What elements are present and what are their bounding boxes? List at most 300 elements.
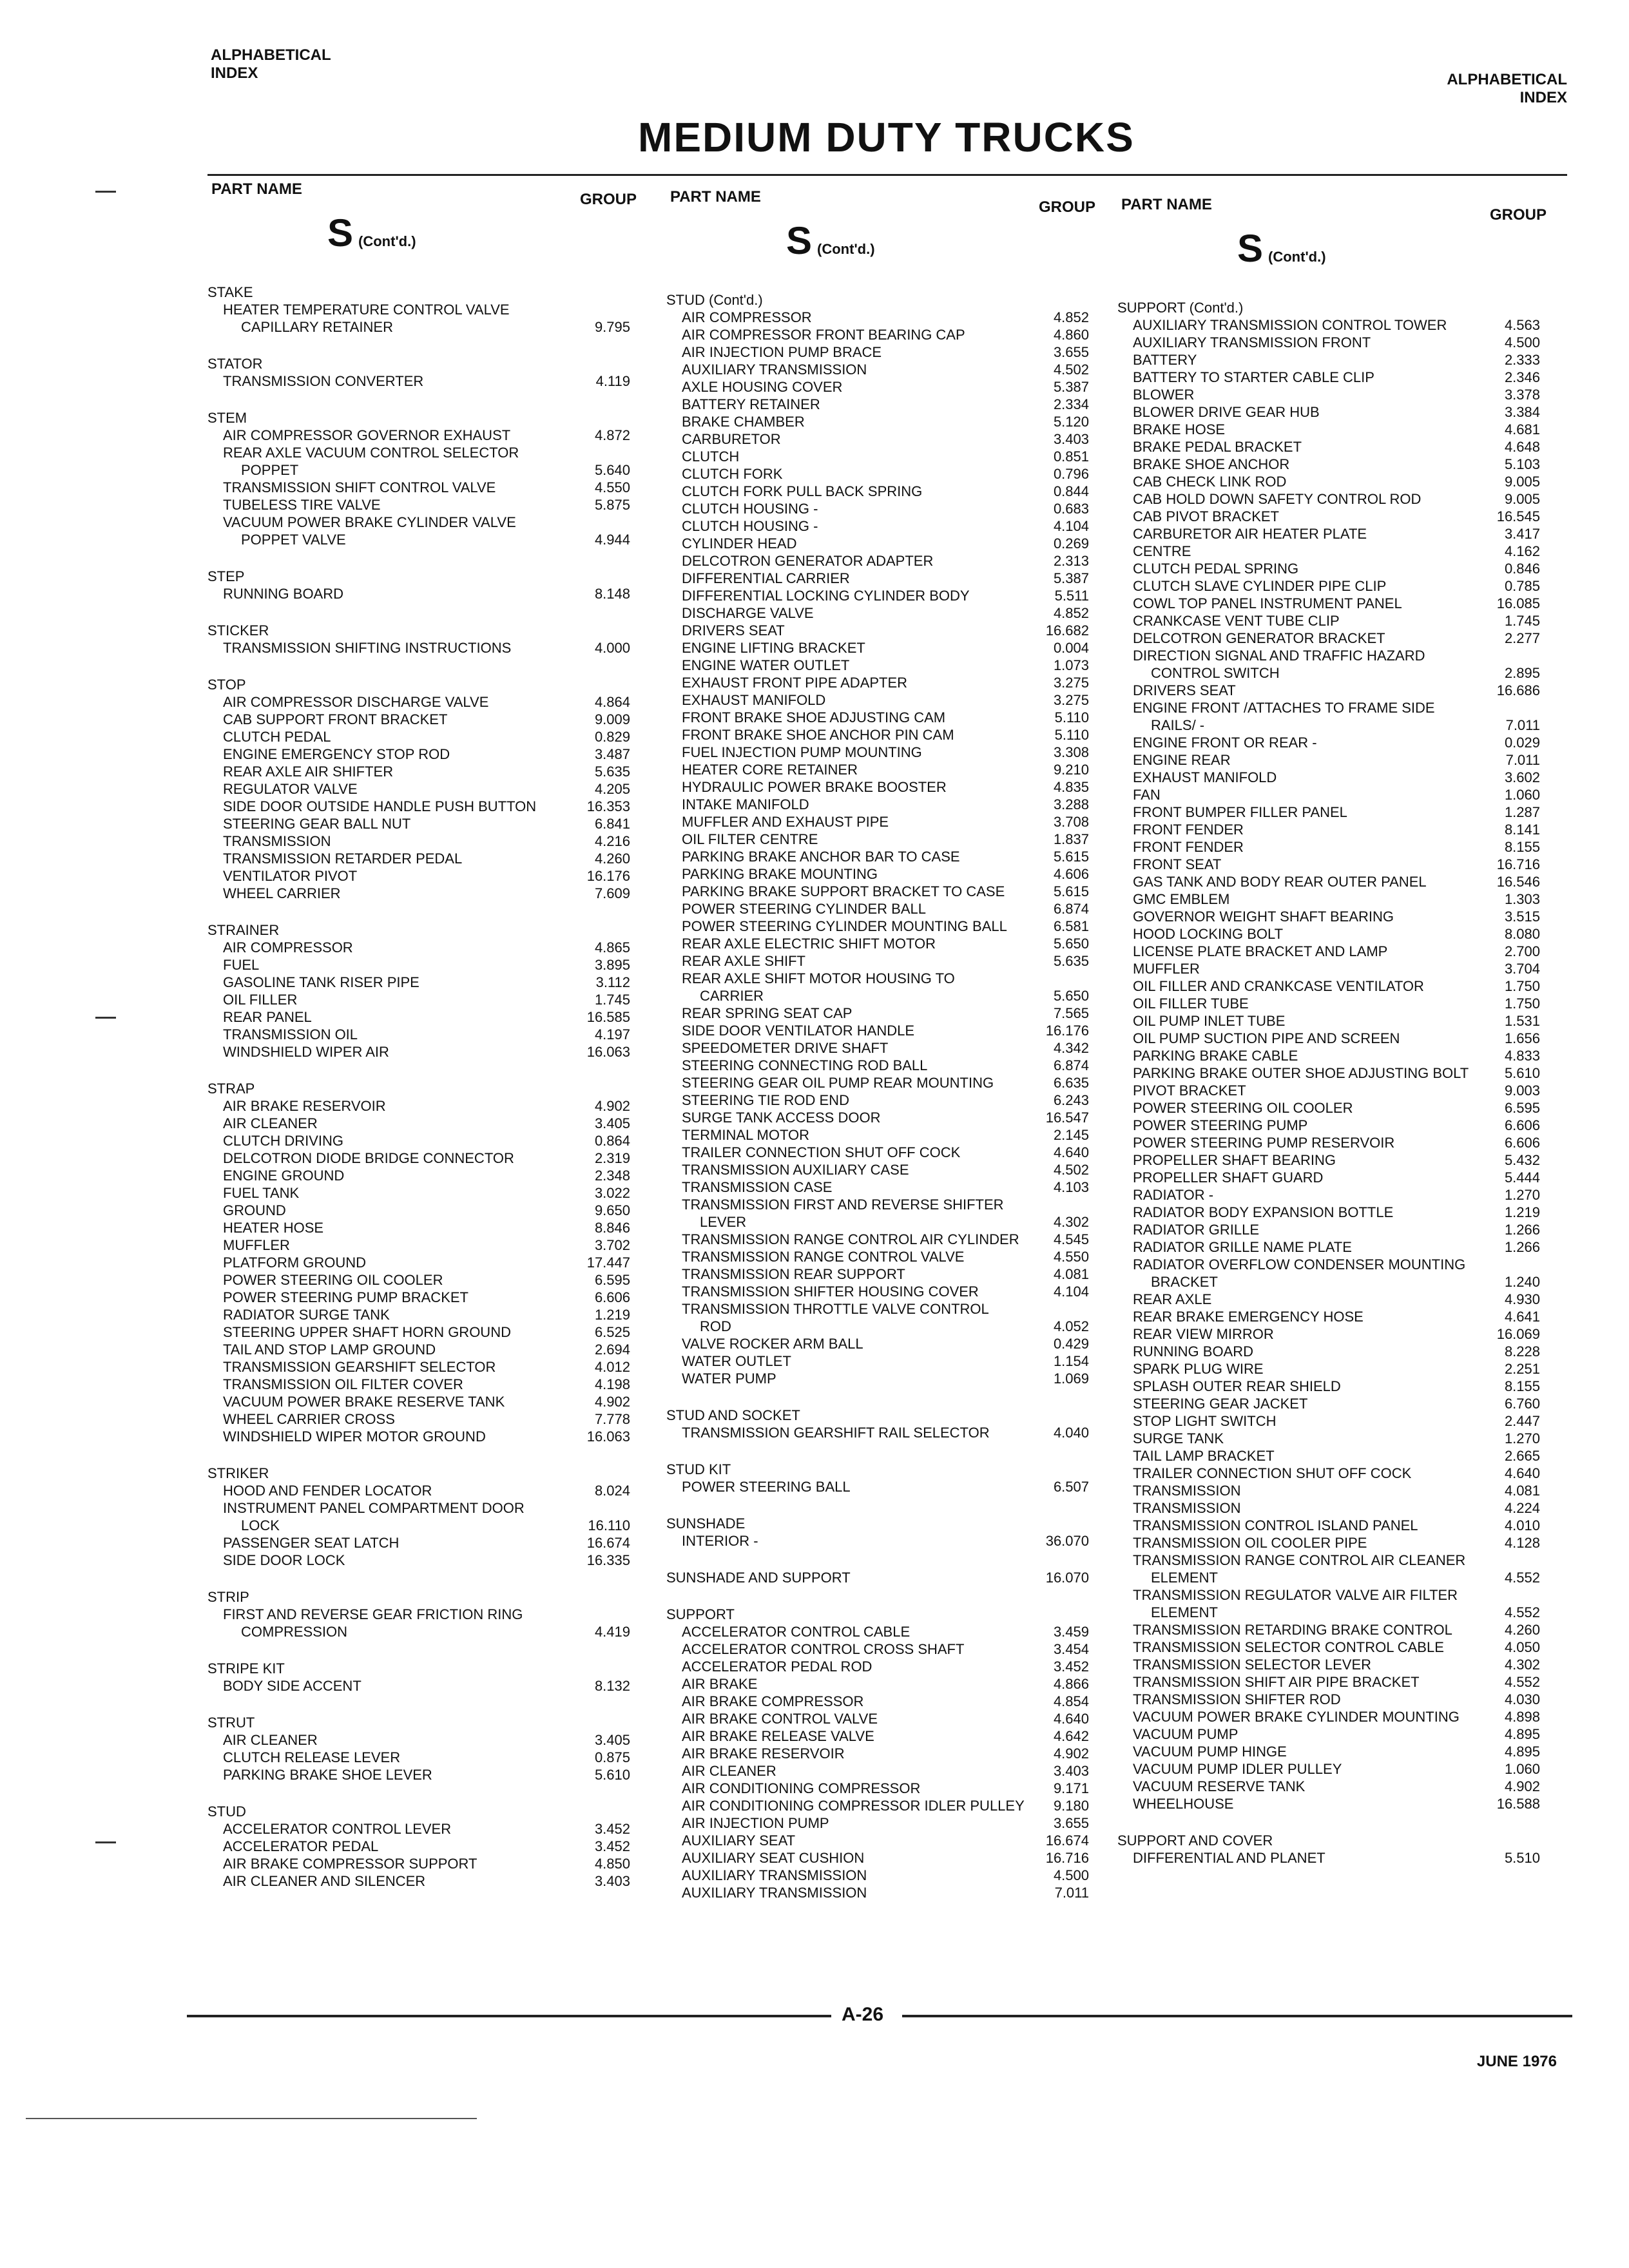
group-number: 6.595 (594, 1272, 630, 1288)
index-entry (1102, 1325, 1547, 1343)
group-number: 4.030 (1504, 1691, 1540, 1707)
part-name: STRIKER (207, 1465, 269, 1481)
index-entry (1102, 925, 1547, 943)
part-name: TRANSMISSION RANGE CONTROL AIR CYLINDER (682, 1231, 1019, 1247)
group-number: 4.563 (1504, 317, 1540, 333)
group-number: 16.353 (586, 798, 630, 814)
part-name: PLATFORM GROUND (223, 1254, 367, 1271)
part-name: POWER STEERING OIL COOLER (223, 1272, 443, 1288)
part-name: AIR BRAKE RESERVOIR (682, 1745, 845, 1762)
part-name: AIR COMPRESSOR DISCHARGE VALVE (223, 694, 489, 710)
index-entry (1102, 1517, 1547, 1534)
index-column-3 (1102, 196, 1547, 1886)
part-name: FUEL TANK (223, 1185, 300, 1201)
index-heading (651, 1407, 1095, 1424)
part-name: BRAKE CHAMBER (682, 414, 805, 430)
part-name: BRAKE SHOE ANCHOR (1133, 456, 1290, 472)
part-name: STATOR (207, 356, 263, 372)
section-contd: (Cont'd.) (358, 233, 416, 249)
index-heading (192, 409, 637, 427)
index-entry (1102, 1343, 1547, 1360)
group-number: 8.141 (1504, 822, 1540, 838)
part-name: REAR AXLE SHIFT MOTOR HOUSING TO (682, 970, 955, 986)
index-entry (1102, 786, 1547, 803)
group-number: 3.022 (594, 1185, 630, 1201)
part-name: MUFFLER (1133, 961, 1200, 977)
group-number: 1.154 (1053, 1353, 1089, 1369)
group-number: 3.895 (594, 957, 630, 973)
index-group (192, 568, 637, 602)
index-entry (192, 956, 637, 974)
index-entry (651, 587, 1095, 604)
index-heading (192, 1080, 637, 1097)
index-entry (192, 479, 637, 496)
index-entry (651, 1231, 1095, 1248)
group-header: GROUP (579, 191, 637, 208)
part-name: FRONT FENDER (1133, 839, 1244, 855)
index-entry (192, 1289, 637, 1306)
group-number: 2.348 (594, 1168, 630, 1184)
index-entry (192, 301, 637, 318)
index-entry (192, 1606, 637, 1623)
index-entry (1102, 1447, 1547, 1465)
group-number: 8.155 (1504, 839, 1540, 855)
index-entry (651, 1849, 1095, 1867)
index-entry (192, 1341, 637, 1358)
group-number: 2.346 (1504, 369, 1540, 385)
group-number: 4.550 (594, 479, 630, 495)
part-name: BRACKET (1151, 1274, 1218, 1290)
part-name: SURGE TANK (1133, 1430, 1224, 1446)
group-number: 16.682 (1045, 622, 1089, 639)
index-entry (1102, 1708, 1547, 1725)
part-name: WHEEL CARRIER (223, 885, 341, 901)
group-number: 16.585 (586, 1009, 630, 1025)
index-entry (1102, 1465, 1547, 1482)
index-entry (1102, 1430, 1547, 1447)
group-header: GROUP (1489, 206, 1547, 224)
group-number: 5.110 (1054, 709, 1089, 726)
part-name: REAR AXLE VACUUM CONTROL SELECTOR (223, 445, 519, 461)
part-name: CAPILLARY RETAINER (241, 319, 393, 335)
index-group (192, 1080, 637, 1445)
group-number: 5.511 (1054, 588, 1089, 604)
index-entry (651, 1640, 1095, 1658)
group-number: 4.944 (594, 532, 630, 548)
part-name: GROUND (223, 1202, 286, 1218)
group-number: 4.898 (1504, 1709, 1540, 1725)
group-number: 3.708 (1053, 814, 1089, 830)
index-heading (651, 1569, 1095, 1586)
group-number: 3.378 (1504, 387, 1540, 403)
index-entry (192, 1428, 637, 1445)
part-name: AIR CLEANER (223, 1115, 318, 1131)
part-name: TRANSMISSION SELECTOR CONTROL CABLE (1133, 1639, 1444, 1655)
index-entry (192, 711, 637, 728)
footer-date: JUNE 1976 (1476, 2053, 1557, 2070)
part-name: TERMINAL MOTOR (682, 1127, 810, 1143)
index-entry (651, 465, 1095, 483)
group-number: 1.750 (1504, 995, 1540, 1012)
group-number: 6.243 (1053, 1092, 1089, 1108)
index-entry (192, 1482, 637, 1499)
group-number: 8.846 (594, 1220, 630, 1236)
header-left-line2: INDEX (211, 64, 258, 82)
part-name: GAS TANK AND BODY REAR OUTER PANEL (1133, 874, 1427, 890)
index-entry (192, 1306, 637, 1323)
group-number: 16.674 (586, 1535, 630, 1551)
part-name: BLOWER DRIVE GEAR HUB (1133, 404, 1320, 420)
index-entry (1102, 1743, 1547, 1760)
index-entry (1102, 1360, 1547, 1378)
part-name: PARKING BRAKE ANCHOR BAR TO CASE (682, 849, 960, 865)
index-entry (651, 622, 1095, 639)
group-number: 6.525 (594, 1324, 630, 1340)
index-entry (1102, 1238, 1547, 1256)
index-entry (1102, 1221, 1547, 1238)
index-entry (1102, 1552, 1547, 1569)
index-entry (651, 326, 1095, 343)
index-entry (651, 1884, 1095, 1901)
part-name: INTAKE MANIFOLD (682, 796, 809, 812)
index-entry (1102, 1134, 1547, 1151)
part-name: TRANSMISSION (223, 833, 331, 849)
group-number: 16.176 (1045, 1023, 1089, 1039)
part-name: ACCELERATOR CONTROL CROSS SHAFT (682, 1641, 965, 1657)
part-name: AUXILIARY TRANSMISSION (682, 1867, 867, 1883)
group-number: 4.040 (1053, 1425, 1089, 1441)
part-name: AIR INJECTION PUMP BRACE (682, 344, 882, 360)
group-number: 4.902 (1504, 1778, 1540, 1794)
index-entry (651, 1057, 1095, 1074)
part-name: SIDE DOOR VENTILATOR HANDLE (682, 1023, 915, 1039)
part-name: BATTERY RETAINER (682, 396, 820, 412)
index-heading (192, 1465, 637, 1482)
index-entry (1102, 856, 1547, 873)
index-entry (1102, 647, 1547, 664)
index-entry (1102, 1117, 1547, 1134)
group-number: 6.635 (1053, 1075, 1089, 1091)
group-number: 3.655 (1053, 1815, 1089, 1831)
part-name: FRONT BRAKE SHOE ADJUSTING CAM (682, 709, 946, 726)
group-number: 4.104 (1053, 518, 1089, 534)
index-entry (1102, 1256, 1547, 1273)
group-number: 16.716 (1496, 856, 1540, 872)
part-name: SUNSHADE AND SUPPORT (666, 1570, 851, 1586)
index-heading (1102, 1832, 1547, 1849)
part-name: CLUTCH HOUSING - (682, 518, 818, 534)
index-heading (192, 622, 637, 639)
header-right-line2: INDEX (1519, 89, 1567, 106)
index-entry (192, 1358, 637, 1376)
index-entry (192, 885, 637, 902)
part-name: TRANSMISSION RANGE CONTROL AIR CLEANER (1133, 1552, 1466, 1568)
part-name: AUXILIARY TRANSMISSION (682, 1885, 867, 1901)
part-name: WHEEL CARRIER CROSS (223, 1411, 395, 1427)
part-name: ENGINE WATER OUTLET (682, 657, 850, 673)
index-entry (651, 1797, 1095, 1814)
group-number: 9.795 (594, 319, 630, 335)
group-number: 3.454 (1053, 1641, 1089, 1657)
group-number: 4.852 (1053, 605, 1089, 621)
part-name: CAB SUPPORT FRONT BRACKET (223, 711, 448, 727)
group-number: 1.270 (1504, 1430, 1540, 1446)
group-number: 4.552 (1504, 1674, 1540, 1690)
part-name: TRANSMISSION OIL FILTER COVER (223, 1376, 463, 1392)
index-entry (192, 1043, 637, 1061)
index-entry (651, 1178, 1095, 1196)
index-entry (1102, 1673, 1547, 1691)
group-number: 4.850 (594, 1856, 630, 1872)
part-name: BRAKE PEDAL BRACKET (1133, 439, 1302, 455)
part-name: TRANSMISSION GEARSHIFT SELECTOR (223, 1359, 496, 1375)
part-name: PARKING BRAKE OUTER SHOE ADJUSTING BOLT (1133, 1065, 1469, 1081)
group-number: 2.145 (1053, 1127, 1089, 1143)
index-entry (651, 1532, 1095, 1550)
index-entry (1102, 1012, 1547, 1030)
part-name: COMPRESSION (241, 1624, 348, 1640)
part-name: CLUTCH (682, 448, 740, 465)
group-number: 5.635 (594, 764, 630, 780)
group-number: 8.024 (594, 1483, 630, 1499)
part-name: HOOD AND FENDER LOCATOR (223, 1483, 432, 1499)
index-entry (651, 396, 1095, 413)
part-name: HEATER HOSE (223, 1220, 324, 1236)
group-number: 6.841 (594, 816, 630, 832)
index-entry (192, 1236, 637, 1254)
index-entry (1102, 977, 1547, 995)
index-entry (1102, 821, 1547, 838)
index-entry (1102, 1047, 1547, 1064)
index-entry (651, 1675, 1095, 1693)
index-entry (192, 1731, 637, 1749)
group-number: 4.260 (594, 850, 630, 867)
part-name: MUFFLER (223, 1237, 290, 1253)
part-name: TRANSMISSION GEARSHIFT RAIL SELECTOR (682, 1425, 990, 1441)
index-entry (192, 745, 637, 763)
index-entry (651, 744, 1095, 761)
part-name: SPLASH OUTER REAR SHIELD (1133, 1378, 1341, 1394)
part-name: STAKE (207, 284, 253, 300)
group-number: 2.895 (1504, 665, 1540, 681)
part-name: OIL FILLER TUBE (1133, 995, 1249, 1012)
part-name: EXHAUST MANIFOLD (682, 692, 826, 708)
group-number: 16.546 (1496, 874, 1540, 890)
index-entry (1102, 995, 1547, 1012)
part-name: TRAILER CONNECTION SHUT OFF COCK (1133, 1465, 1412, 1481)
index-entry (651, 378, 1095, 396)
group-number: 5.120 (1053, 414, 1089, 430)
index-entry (192, 1132, 637, 1149)
group-number: 1.219 (594, 1307, 630, 1323)
part-name: STEP (207, 568, 245, 584)
group-number: 4.500 (1053, 1867, 1089, 1883)
group-number: 2.694 (594, 1341, 630, 1358)
index-entry (1102, 351, 1547, 369)
index-entry (651, 1658, 1095, 1675)
part-name: AUXILIARY TRANSMISSION (682, 361, 867, 378)
group-number: 4.342 (1053, 1040, 1089, 1056)
part-name: FRONT BUMPER FILLER PANEL (1133, 804, 1347, 820)
index-entry (1102, 334, 1547, 351)
index-entry (651, 1762, 1095, 1780)
index-entry (192, 1271, 637, 1289)
part-name: TRANSMISSION CASE (682, 1179, 833, 1195)
part-name: TAIL LAMP BRACKET (1133, 1448, 1275, 1464)
part-name: RADIATOR GRILLE NAME PLATE (1133, 1239, 1352, 1255)
index-entry (651, 674, 1095, 691)
index-heading (192, 284, 637, 301)
section-letter-s: S (1237, 227, 1264, 270)
group-number: 4.216 (594, 833, 630, 849)
group-number: 1.303 (1504, 891, 1540, 907)
group-number: 16.085 (1496, 595, 1540, 611)
index-entry (192, 496, 637, 514)
group-number: 4.197 (594, 1026, 630, 1043)
part-name: CLUTCH RELEASE LEVER (223, 1749, 401, 1765)
header-right (1447, 71, 1567, 107)
part-name: CLUTCH SLAVE CYLINDER PIPE CLIP (1133, 578, 1387, 594)
index-entry (1102, 1795, 1547, 1812)
index-entry (1102, 751, 1547, 769)
group-number: 7.609 (594, 885, 630, 901)
group-number: 3.452 (594, 1821, 630, 1837)
index-entry (651, 691, 1095, 709)
part-name: PARKING BRAKE SUPPORT BRACKET TO CASE (682, 883, 1005, 899)
part-name: AIR BRAKE COMPRESSOR (682, 1693, 864, 1709)
index-entry (192, 763, 637, 780)
index-entry (192, 832, 637, 850)
group-number: 9.009 (594, 711, 630, 727)
group-number: 4.550 (1053, 1249, 1089, 1265)
group-number: 5.103 (1504, 456, 1540, 472)
part-name: POPPET VALVE (241, 532, 346, 548)
group-number: 0.846 (1504, 561, 1540, 577)
group-number: 4.302 (1504, 1657, 1540, 1673)
group-number: 7.011 (1054, 1885, 1089, 1901)
group-number: 5.110 (1054, 727, 1089, 743)
group-number: 4.640 (1053, 1144, 1089, 1160)
part-name: TRANSMISSION OIL (223, 1026, 358, 1043)
part-name: STRIPE KIT (207, 1660, 285, 1677)
index-entry (1102, 1482, 1547, 1499)
index-entry (1102, 1604, 1547, 1621)
index-entry (651, 1248, 1095, 1265)
index-entry (192, 1499, 637, 1517)
part-name: TRANSMISSION CONVERTER (223, 373, 424, 389)
part-name: STRAP (207, 1081, 255, 1097)
group-number: 1.745 (1504, 613, 1540, 629)
index-heading (651, 291, 1095, 309)
index-entry (192, 1167, 637, 1184)
group-number: 4.545 (1053, 1231, 1089, 1247)
index-entry (1102, 1099, 1547, 1117)
group-number: 9.210 (1053, 762, 1089, 778)
part-name: SUNSHADE (666, 1515, 746, 1532)
part-name: PROPELLER SHAFT GUARD (1133, 1169, 1324, 1186)
part-name: AIR CONDITIONING COMPRESSOR IDLER PULLEY (682, 1798, 1025, 1814)
index-entry (192, 1855, 637, 1872)
index-entry (651, 1370, 1095, 1387)
part-name: ENGINE FRONT /ATTACHES TO FRAME SIDE (1133, 700, 1435, 716)
group-number: 6.595 (1504, 1100, 1540, 1116)
part-name: AIR CONDITIONING COMPRESSOR (682, 1780, 921, 1796)
group-number: 3.704 (1504, 961, 1540, 977)
index-entry (1102, 1204, 1547, 1221)
index-heading (1102, 299, 1547, 316)
part-name: AXLE HOUSING COVER (682, 379, 843, 395)
index-entry (651, 1144, 1095, 1161)
part-name: TRANSMISSION RANGE CONTROL VALVE (682, 1249, 965, 1265)
group-number: 3.308 (1053, 744, 1089, 760)
part-name: AIR BRAKE COMPRESSOR SUPPORT (223, 1856, 477, 1872)
part-name: SUPPORT (666, 1606, 735, 1622)
group-number: 9.005 (1504, 491, 1540, 507)
group-number: 4.081 (1504, 1483, 1540, 1499)
part-name: FRONT SEAT (1133, 856, 1222, 872)
index-entry (651, 639, 1095, 657)
index-heading (192, 1660, 637, 1677)
group-number: 3.459 (1053, 1624, 1089, 1640)
index-entry (1102, 1691, 1547, 1708)
index-entry (1102, 1569, 1547, 1586)
group-number: 3.112 (595, 974, 630, 990)
index-entry (651, 935, 1095, 952)
index-entry (192, 693, 637, 711)
index-group (192, 1465, 637, 1569)
group-number: 8.132 (594, 1678, 630, 1694)
group-number: 0.844 (1053, 483, 1089, 499)
index-entry (192, 531, 637, 548)
group-number: 0.429 (1053, 1336, 1089, 1352)
part-name: CARBURETOR (682, 431, 781, 447)
part-name: DIFFERENTIAL AND PLANET (1133, 1850, 1325, 1866)
part-name: STEERING CONNECTING ROD BALL (682, 1057, 928, 1073)
part-name: ACCELERATOR PEDAL ROD (682, 1658, 872, 1675)
part-name: DELCOTRON DIODE BRIDGE CONNECTOR (223, 1150, 514, 1166)
index-entry (192, 1393, 637, 1410)
index-entry (1102, 803, 1547, 821)
group-number: 1.266 (1504, 1239, 1540, 1255)
part-name: TRANSMISSION OIL COOLER PIPE (1133, 1535, 1367, 1551)
group-number: 16.176 (586, 868, 630, 884)
part-name: TRANSMISSION AUXILIARY CASE (682, 1162, 909, 1178)
part-name: GOVERNOR WEIGHT SHAFT BEARING (1133, 908, 1394, 925)
part-name: TRANSMISSION SELECTOR LEVER (1133, 1657, 1372, 1673)
group-number: 0.269 (1053, 535, 1089, 552)
part-name: CLUTCH FORK PULL BACK SPRING (682, 483, 923, 499)
index-group (192, 622, 637, 657)
part-name: WINDSHIELD WIPER AIR (223, 1044, 389, 1060)
index-heading (192, 921, 637, 939)
part-name: STUD (207, 1803, 246, 1820)
index-entry (192, 1820, 637, 1838)
index-entry (1102, 664, 1547, 682)
group-number: 4.866 (1053, 1676, 1089, 1692)
part-name: TRANSMISSION SHIFT AIR PIPE BRACKET (1133, 1674, 1420, 1690)
index-entry (1102, 629, 1547, 647)
index-entry (192, 939, 637, 956)
footer-rule-right (902, 2015, 1572, 2017)
page-title: MEDIUM DUTY TRUCKS (638, 114, 1135, 160)
group-number: 5.650 (1053, 988, 1089, 1004)
section-letter (651, 219, 1095, 291)
group-number: 16.335 (586, 1552, 630, 1568)
index-entry (1102, 612, 1547, 629)
index-entry (192, 728, 637, 745)
group-number: 5.444 (1504, 1169, 1540, 1186)
group-number: 1.837 (1053, 831, 1089, 847)
